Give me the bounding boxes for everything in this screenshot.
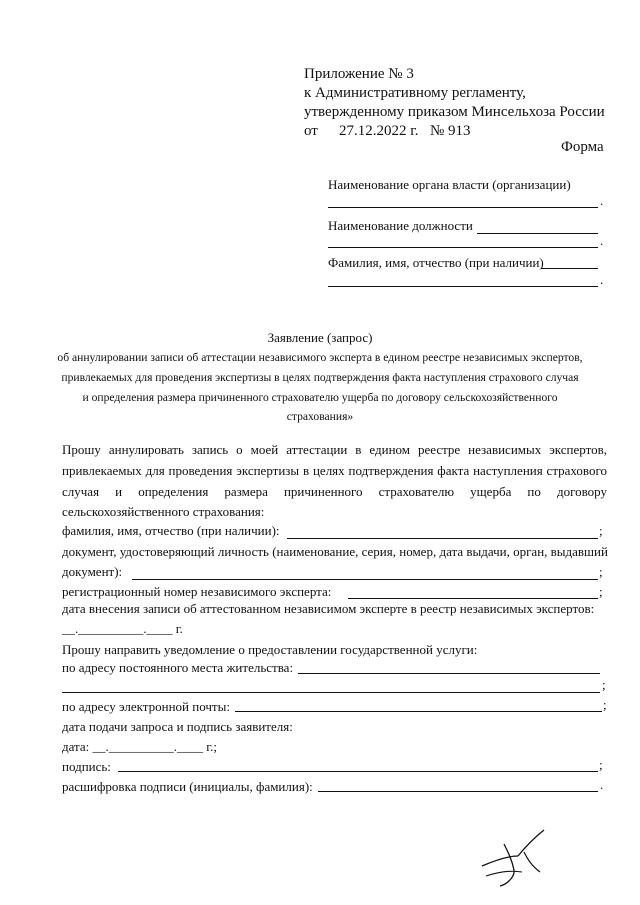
postal-address-line-2[interactable] [62, 692, 600, 693]
identity-doc-line[interactable] [132, 579, 598, 580]
email-line[interactable] [235, 711, 602, 712]
appendix-to-regulation: к Административному регламенту, [304, 85, 526, 101]
applicant-fio-line[interactable] [287, 538, 598, 539]
applicant-fio-label: фамилия, имя, отчество (при наличии): [62, 523, 280, 538]
signature-label: подпись: [62, 759, 111, 774]
submission-label: дата подачи запроса и подпись заявителя: [62, 719, 293, 734]
document-subtitle-1: об аннулировании записи об аттестации независимого эксперта в едином реестре независимых экспертов, [57, 351, 583, 364]
position-label: Наименование должности [328, 218, 473, 233]
appendix-date: 27.12.2022 г. [339, 123, 419, 139]
fio-addressee-line-1[interactable] [541, 268, 598, 269]
position-line-2[interactable] [328, 247, 598, 248]
signature-decode-line[interactable] [318, 791, 598, 792]
request-paragraph-line-1: Прошу аннулировать запись о моей аттестации в едином реестре независимых экспертов, [62, 442, 607, 457]
appendix-number: Приложение № 3 [304, 66, 414, 82]
reg-number-label: регистрационный номер независимого эксперта: [62, 584, 332, 599]
postal-address-line-1[interactable] [298, 673, 600, 674]
postal-address-semicolon: ; [602, 677, 606, 692]
entry-date-field[interactable]: __.__________.____ г. [62, 621, 183, 636]
appendix-order-number: № 913 [430, 123, 471, 139]
fio-addressee-dot: . [600, 272, 604, 287]
submission-date-field[interactable]: дата: __.__________.____ г.; [62, 739, 217, 754]
identity-doc-label: документ, удостоверяющий личность (наименование, серия, номер, дата выдачи, орган, выдавший [62, 544, 608, 559]
org-name-label: Наименование органа власти (организации) [328, 177, 571, 192]
position-dot: . [600, 233, 604, 248]
handwritten-signature-icon [478, 826, 558, 888]
signature-decode-dot: . [600, 777, 604, 792]
fio-addressee-label: Фамилия, имя, отчество (при наличии) [328, 255, 544, 270]
signature-decode-label: расшифровка подписи (инициалы, фамилия): [62, 779, 313, 794]
entry-date-label: дата внесения записи об аттестованном независимом эксперте в реестр независимых экспертов: [62, 601, 595, 616]
request-paragraph-line-2: привлекаемых для проведения экспертизы в целях подтверждения факта наступления страхового [62, 463, 607, 478]
document-subtitle-2: привлекаемых для проведения экспертизы в целях подтверждения факта наступления страхового случая [61, 371, 579, 384]
appendix-from: от [304, 123, 318, 139]
org-name-line[interactable] [328, 207, 598, 208]
email-label: по адресу электронной почты: [62, 699, 230, 714]
request-paragraph-line-3: случая и определения размера причиненного страхователю ущерба по договору [62, 484, 607, 499]
notify-label: Прошу направить уведомление о предоставлении государственной услуги: [62, 642, 478, 657]
signature-semicolon: ; [599, 757, 603, 772]
reg-number-line[interactable] [348, 598, 598, 599]
appendix-approved-by: утвержденному приказом Минсельхоза России [304, 104, 605, 120]
org-name-dot: . [600, 193, 604, 208]
identity-doc-semicolon: ; [599, 564, 603, 579]
document-subtitle-3: и определения размера причиненного страхователю ущерба по договору сельскохозяйственного [82, 391, 558, 404]
form-label: Форма [561, 139, 604, 155]
request-paragraph-line-4: сельскохозяйственного страхования: [62, 504, 265, 519]
document-subtitle-4: страхования» [286, 410, 354, 423]
position-line-1[interactable] [477, 233, 598, 234]
identity-doc-label-2: документ): [62, 564, 123, 579]
fio-addressee-line-2[interactable] [328, 286, 598, 287]
signature-line[interactable] [118, 771, 598, 772]
email-semicolon: ; [603, 697, 607, 712]
postal-address-label: по адресу постоянного места жительства: [62, 660, 294, 675]
reg-number-semicolon: ; [599, 584, 603, 599]
document-title: Заявление (запрос) [267, 330, 373, 345]
applicant-fio-semicolon: ; [599, 523, 603, 538]
